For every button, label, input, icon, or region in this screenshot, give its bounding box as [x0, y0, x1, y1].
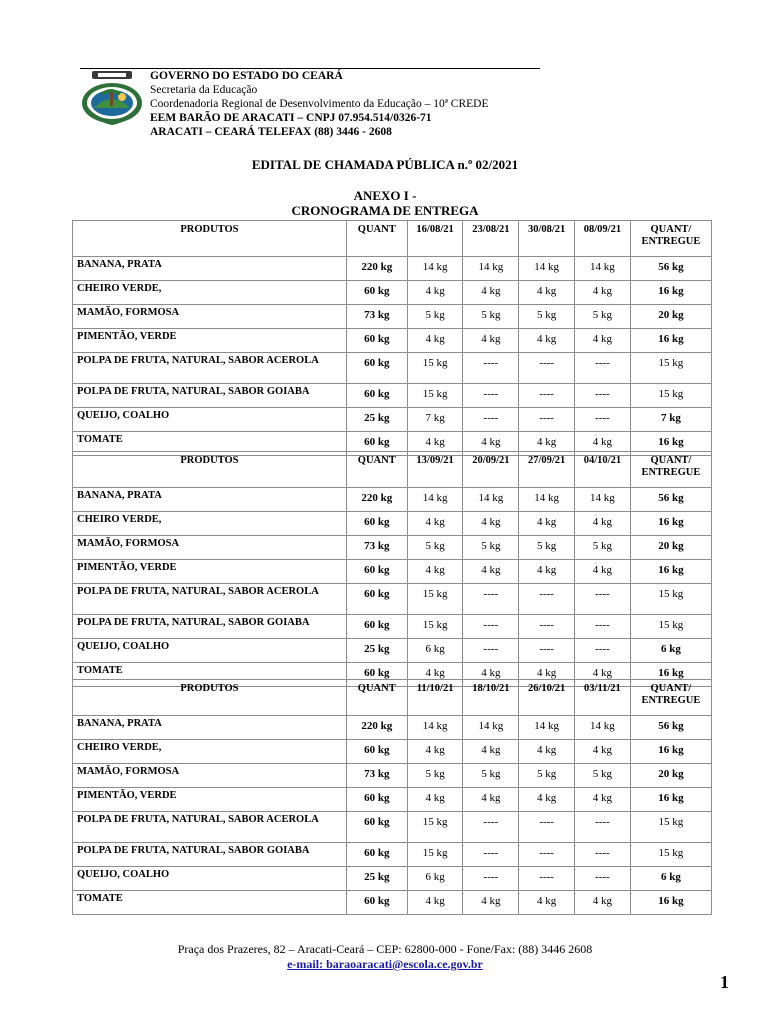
product-cell: PIMENTÃO, VERDE: [73, 329, 347, 353]
delivery-schedule-table-2: [72, 451, 712, 687]
delivery-3-cell: 4 kg: [519, 663, 575, 687]
delivery-4-cell: ----: [575, 843, 631, 867]
header-date-4: 08/09/21: [575, 221, 631, 257]
header-produtos: PRODUTOS: [73, 221, 347, 257]
quantity-cell: 60 kg: [346, 384, 407, 408]
delivery-3-cell: 14 kg: [519, 488, 575, 512]
delivery-2-cell: 4 kg: [463, 512, 519, 536]
total-delivered-cell: 16 kg: [630, 432, 711, 456]
total-delivered-cell: 16 kg: [630, 512, 711, 536]
delivery-4-cell: 4 kg: [575, 329, 631, 353]
delivery-4-cell: 4 kg: [575, 740, 631, 764]
header-date-3: 26/10/21: [519, 680, 575, 716]
delivery-3-cell: ----: [519, 639, 575, 663]
quantity-cell: 25 kg: [346, 867, 407, 891]
product-cell: POLPA DE FRUTA, NATURAL, SABOR ACEROLA: [73, 353, 347, 384]
header-date-2: 18/10/21: [463, 680, 519, 716]
table-row: [73, 716, 712, 740]
product-cell: MAMÃO, FORMOSA: [73, 305, 347, 329]
delivery-1-cell: 4 kg: [407, 891, 463, 915]
government-name: GOVERNO DO ESTADO DO CEARÁ: [150, 70, 343, 82]
header-date-4: 04/10/21: [575, 452, 631, 488]
delivery-3-cell: ----: [519, 867, 575, 891]
header-date-4: 03/11/21: [575, 680, 631, 716]
quantity-cell: 73 kg: [346, 305, 407, 329]
delivery-1-cell: 4 kg: [407, 281, 463, 305]
table-body: [73, 716, 712, 915]
coordination-name: Coordenadoria Regional de Desenvolvimento da Educação – 10ª CREDE: [150, 98, 489, 110]
delivery-3-cell: 14 kg: [519, 257, 575, 281]
header-produtos: PRODUTOS: [73, 680, 347, 716]
total-delivered-cell: 20 kg: [630, 305, 711, 329]
quantity-cell: 60 kg: [346, 740, 407, 764]
header-date-3: 27/09/21: [519, 452, 575, 488]
annex-subtitle: CRONOGRAMA DE ENTREGA: [291, 203, 479, 218]
delivery-3-cell: ----: [519, 584, 575, 615]
delivery-4-cell: 14 kg: [575, 716, 631, 740]
header-date-1: 16/08/21: [407, 221, 463, 257]
delivery-2-cell: ----: [463, 867, 519, 891]
quantity-cell: 60 kg: [346, 891, 407, 915]
header-total: QUANT/ ENTREGUE: [630, 680, 711, 716]
delivery-2-cell: 14 kg: [463, 257, 519, 281]
document-title: EDITAL DE CHAMADA PÚBLICA n.º 02/2021: [251, 157, 519, 172]
delivery-3-cell: ----: [519, 384, 575, 408]
table-row: [73, 891, 712, 915]
table-row: [73, 584, 712, 615]
table-header-row: [73, 452, 712, 488]
header-date-3: 30/08/21: [519, 221, 575, 257]
header-total: QUANT/ ENTREGUE: [630, 221, 711, 257]
secretariat-name: Secretaria da Educação: [150, 84, 258, 96]
table-row: [73, 788, 712, 812]
delivery-4-cell: 4 kg: [575, 891, 631, 915]
quantity-cell: 60 kg: [346, 788, 407, 812]
product-cell: TOMATE: [73, 432, 347, 456]
product-cell: PIMENTÃO, VERDE: [73, 788, 347, 812]
delivery-1-cell: 15 kg: [407, 353, 463, 384]
delivery-2-cell: ----: [463, 353, 519, 384]
delivery-1-cell: 14 kg: [407, 488, 463, 512]
quantity-cell: 60 kg: [346, 432, 407, 456]
delivery-4-cell: ----: [575, 639, 631, 663]
quantity-cell: 60 kg: [346, 663, 407, 687]
table-row: [73, 843, 712, 867]
table-row: [73, 353, 712, 384]
delivery-4-cell: ----: [575, 408, 631, 432]
delivery-1-cell: 14 kg: [407, 257, 463, 281]
total-delivered-cell: 6 kg: [630, 639, 711, 663]
footer-address: Praça dos Prazeres, 82 – Aracati-Ceará – CEP: 62800-000 - Fone/Fax: (88) 3446 2608: [177, 942, 593, 956]
product-cell: BANANA, PRATA: [73, 488, 347, 512]
delivery-4-cell: 5 kg: [575, 305, 631, 329]
annex-label: ANEXO I -: [353, 188, 417, 203]
total-delivered-cell: 16 kg: [630, 560, 711, 584]
delivery-2-cell: 14 kg: [463, 488, 519, 512]
delivery-1-cell: 4 kg: [407, 740, 463, 764]
total-delivered-cell: 56 kg: [630, 257, 711, 281]
quantity-cell: 73 kg: [346, 764, 407, 788]
delivery-4-cell: 14 kg: [575, 488, 631, 512]
quantity-cell: 25 kg: [346, 639, 407, 663]
delivery-2-cell: 4 kg: [463, 432, 519, 456]
letterhead: [80, 68, 540, 138]
delivery-2-cell: ----: [463, 615, 519, 639]
delivery-4-cell: 5 kg: [575, 536, 631, 560]
product-cell: POLPA DE FRUTA, NATURAL, SABOR ACEROLA: [73, 812, 347, 843]
quantity-cell: 60 kg: [346, 560, 407, 584]
delivery-2-cell: 4 kg: [463, 281, 519, 305]
table-body: [73, 488, 712, 687]
delivery-3-cell: ----: [519, 353, 575, 384]
total-delivered-cell: 16 kg: [630, 740, 711, 764]
header-quant: QUANT: [346, 452, 407, 488]
footer: [0, 942, 770, 972]
delivery-3-cell: 4 kg: [519, 560, 575, 584]
city-telefax: ARACATI – CEARÁ TELEFAX (88) 3446 - 2608: [150, 126, 392, 138]
header-date-2: 23/08/21: [463, 221, 519, 257]
total-delivered-cell: 15 kg: [630, 615, 711, 639]
quantity-cell: 60 kg: [346, 512, 407, 536]
delivery-4-cell: ----: [575, 353, 631, 384]
delivery-2-cell: ----: [463, 843, 519, 867]
product-cell: MAMÃO, FORMOSA: [73, 536, 347, 560]
product-cell: POLPA DE FRUTA, NATURAL, SABOR GOIABA: [73, 384, 347, 408]
delivery-1-cell: 5 kg: [407, 305, 463, 329]
delivery-2-cell: 4 kg: [463, 560, 519, 584]
delivery-4-cell: ----: [575, 615, 631, 639]
delivery-3-cell: ----: [519, 812, 575, 843]
delivery-1-cell: 4 kg: [407, 663, 463, 687]
delivery-4-cell: 14 kg: [575, 257, 631, 281]
header-date-1: 13/09/21: [407, 452, 463, 488]
total-delivered-cell: 20 kg: [630, 764, 711, 788]
annex-title: [0, 188, 770, 218]
total-delivered-cell: 16 kg: [630, 329, 711, 353]
footer-email-link[interactable]: e-mail: baraoaracati@escola.ce.gov.br: [287, 957, 483, 971]
delivery-3-cell: 5 kg: [519, 536, 575, 560]
total-delivered-cell: 7 kg: [630, 408, 711, 432]
total-delivered-cell: 15 kg: [630, 384, 711, 408]
total-delivered-cell: 56 kg: [630, 716, 711, 740]
delivery-2-cell: ----: [463, 812, 519, 843]
table-row: [73, 764, 712, 788]
quantity-cell: 60 kg: [346, 812, 407, 843]
delivery-3-cell: 4 kg: [519, 281, 575, 305]
table-body: [73, 257, 712, 456]
delivery-3-cell: 14 kg: [519, 716, 575, 740]
table-header-row: [73, 680, 712, 716]
delivery-2-cell: 14 kg: [463, 716, 519, 740]
total-delivered-cell: 20 kg: [630, 536, 711, 560]
delivery-1-cell: 5 kg: [407, 764, 463, 788]
quantity-cell: 60 kg: [346, 615, 407, 639]
page-number: 1: [720, 972, 729, 992]
table-row: [73, 408, 712, 432]
delivery-1-cell: 4 kg: [407, 432, 463, 456]
delivery-4-cell: 4 kg: [575, 281, 631, 305]
delivery-2-cell: ----: [463, 639, 519, 663]
product-cell: BANANA, PRATA: [73, 716, 347, 740]
total-delivered-cell: 16 kg: [630, 281, 711, 305]
table-row: [73, 281, 712, 305]
table-row: [73, 812, 712, 843]
total-delivered-cell: 16 kg: [630, 788, 711, 812]
header-quant: QUANT: [346, 680, 407, 716]
delivery-2-cell: ----: [463, 584, 519, 615]
delivery-4-cell: 4 kg: [575, 663, 631, 687]
delivery-schedule-table-1: [72, 220, 712, 456]
delivery-1-cell: 6 kg: [407, 639, 463, 663]
quantity-cell: 60 kg: [346, 329, 407, 353]
product-cell: QUEIJO, COALHO: [73, 408, 347, 432]
delivery-1-cell: 15 kg: [407, 812, 463, 843]
total-delivered-cell: 56 kg: [630, 488, 711, 512]
table-row: [73, 305, 712, 329]
header-date-1: 11/10/21: [407, 680, 463, 716]
delivery-2-cell: 4 kg: [463, 329, 519, 353]
delivery-2-cell: 4 kg: [463, 788, 519, 812]
delivery-4-cell: 4 kg: [575, 560, 631, 584]
delivery-2-cell: 4 kg: [463, 740, 519, 764]
delivery-1-cell: 7 kg: [407, 408, 463, 432]
delivery-3-cell: 4 kg: [519, 512, 575, 536]
product-cell: PIMENTÃO, VERDE: [73, 560, 347, 584]
product-cell: MAMÃO, FORMOSA: [73, 764, 347, 788]
quantity-cell: 60 kg: [346, 843, 407, 867]
delivery-4-cell: 5 kg: [575, 764, 631, 788]
delivery-1-cell: 15 kg: [407, 584, 463, 615]
quantity-cell: 220 kg: [346, 716, 407, 740]
table-row: [73, 740, 712, 764]
delivery-3-cell: 4 kg: [519, 740, 575, 764]
table-row: [73, 488, 712, 512]
total-delivered-cell: 16 kg: [630, 663, 711, 687]
delivery-3-cell: 4 kg: [519, 891, 575, 915]
delivery-3-cell: ----: [519, 408, 575, 432]
product-cell: TOMATE: [73, 891, 347, 915]
table-row: [73, 257, 712, 281]
delivery-3-cell: 4 kg: [519, 329, 575, 353]
table-row: [73, 639, 712, 663]
delivery-1-cell: 5 kg: [407, 536, 463, 560]
delivery-schedule-table-3: [72, 679, 712, 915]
delivery-1-cell: 15 kg: [407, 384, 463, 408]
product-cell: CHEIRO VERDE,: [73, 512, 347, 536]
delivery-2-cell: 5 kg: [463, 764, 519, 788]
delivery-4-cell: ----: [575, 584, 631, 615]
delivery-2-cell: 4 kg: [463, 663, 519, 687]
table-row: [73, 512, 712, 536]
delivery-3-cell: ----: [519, 615, 575, 639]
total-delivered-cell: 15 kg: [630, 353, 711, 384]
quantity-cell: 60 kg: [346, 281, 407, 305]
delivery-3-cell: 4 kg: [519, 432, 575, 456]
delivery-3-cell: ----: [519, 843, 575, 867]
table-row: [73, 615, 712, 639]
header-quant: QUANT: [346, 221, 407, 257]
delivery-2-cell: 4 kg: [463, 891, 519, 915]
school-cnpj: EEM BARÃO DE ARACATI – CNPJ 07.954.514/0326-71: [150, 112, 432, 124]
delivery-1-cell: 4 kg: [407, 788, 463, 812]
delivery-3-cell: 5 kg: [519, 764, 575, 788]
product-cell: BANANA, PRATA: [73, 257, 347, 281]
delivery-4-cell: ----: [575, 384, 631, 408]
quantity-cell: 25 kg: [346, 408, 407, 432]
total-delivered-cell: 15 kg: [630, 812, 711, 843]
header-produtos: PRODUTOS: [73, 452, 347, 488]
product-cell: CHEIRO VERDE,: [73, 740, 347, 764]
delivery-4-cell: 4 kg: [575, 788, 631, 812]
delivery-1-cell: 4 kg: [407, 560, 463, 584]
product-cell: POLPA DE FRUTA, NATURAL, SABOR GOIABA: [73, 615, 347, 639]
table-row: [73, 867, 712, 891]
total-delivered-cell: 6 kg: [630, 867, 711, 891]
product-cell: CHEIRO VERDE,: [73, 281, 347, 305]
quantity-cell: 60 kg: [346, 584, 407, 615]
delivery-3-cell: 5 kg: [519, 305, 575, 329]
letterhead-text: [150, 69, 489, 139]
quantity-cell: 60 kg: [346, 353, 407, 384]
product-cell: POLPA DE FRUTA, NATURAL, SABOR GOIABA: [73, 843, 347, 867]
delivery-2-cell: ----: [463, 384, 519, 408]
quantity-cell: 73 kg: [346, 536, 407, 560]
delivery-3-cell: 4 kg: [519, 788, 575, 812]
delivery-1-cell: 15 kg: [407, 615, 463, 639]
table-row: [73, 384, 712, 408]
header-total: QUANT/ ENTREGUE: [630, 452, 711, 488]
delivery-4-cell: 4 kg: [575, 512, 631, 536]
delivery-2-cell: 5 kg: [463, 305, 519, 329]
delivery-1-cell: 15 kg: [407, 843, 463, 867]
header-date-2: 20/09/21: [463, 452, 519, 488]
delivery-4-cell: ----: [575, 867, 631, 891]
quantity-cell: 220 kg: [346, 488, 407, 512]
total-delivered-cell: 15 kg: [630, 843, 711, 867]
total-delivered-cell: 16 kg: [630, 891, 711, 915]
product-cell: QUEIJO, COALHO: [73, 639, 347, 663]
table-row: [73, 536, 712, 560]
product-cell: QUEIJO, COALHO: [73, 867, 347, 891]
delivery-1-cell: 4 kg: [407, 512, 463, 536]
product-cell: TOMATE: [73, 663, 347, 687]
delivery-2-cell: ----: [463, 408, 519, 432]
table-row: [73, 560, 712, 584]
delivery-1-cell: 4 kg: [407, 329, 463, 353]
delivery-4-cell: ----: [575, 812, 631, 843]
total-delivered-cell: 15 kg: [630, 584, 711, 615]
product-cell: POLPA DE FRUTA, NATURAL, SABOR ACEROLA: [73, 584, 347, 615]
table-header-row: [73, 221, 712, 257]
delivery-1-cell: 6 kg: [407, 867, 463, 891]
quantity-cell: 220 kg: [346, 257, 407, 281]
table-row: [73, 329, 712, 353]
delivery-4-cell: 4 kg: [575, 432, 631, 456]
delivery-2-cell: 5 kg: [463, 536, 519, 560]
state-coat-of-arms-icon: [80, 70, 144, 126]
delivery-1-cell: 14 kg: [407, 716, 463, 740]
